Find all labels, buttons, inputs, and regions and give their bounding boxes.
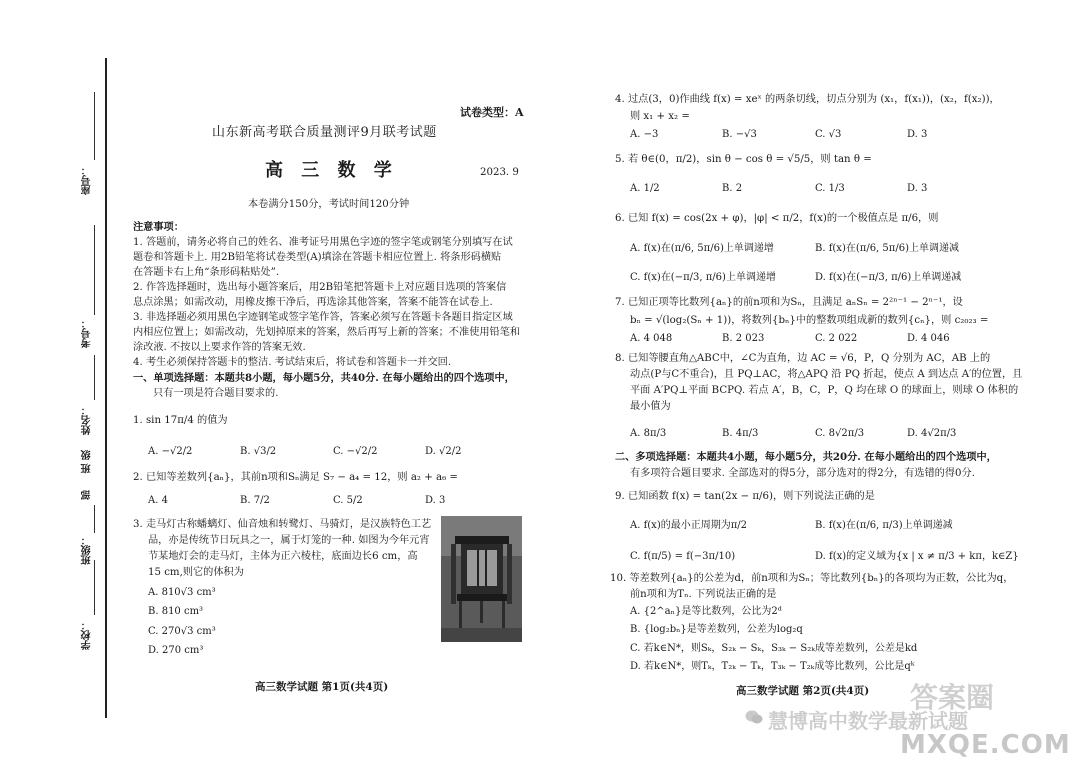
note-line: 1. 答题前，请务必将自己的姓名、准考证号用黑色字迹的签字笔或钢笔分别填写在试 [133, 237, 513, 248]
q2-option-d: D. 3 [425, 495, 446, 506]
footer-right: 高三数学试题 第2页(共4页) [736, 685, 870, 697]
note-line: 息点涂黑；如需改动，用橡皮擦干净后，再选涂其他答案，答案不能答在试卷上. [133, 297, 493, 308]
q7-option-d: D. 4 046 [907, 333, 950, 344]
name-underline [94, 355, 95, 400]
lantern-photo [441, 516, 522, 642]
q5-option-d: D. 3 [907, 183, 928, 194]
q10-option-b: B. {log₂bₙ}是等差数列，公差为log₂q [630, 624, 803, 635]
q3-line: 品，亦是传统节日玩具之一，属于灯笼的一种. 如图为今年元宵 [148, 535, 430, 546]
q4-option-d: D. 3 [907, 129, 928, 140]
name-label: 姓名： [82, 405, 93, 435]
q9-option-d: D. f(x)的定义域为{x | x ≠ π/3 + kπ，k∈Z} [815, 551, 1019, 562]
q3-line: 3. 走马灯古称蟠螭灯、仙音烛和转鹭灯、马骑灯，是汉族特色工艺 [133, 519, 432, 530]
watermark-brand: 慧博高中数学最新试题 [768, 709, 968, 733]
q9-stem: 9. 已知函数 f(x) = tan(2x − π/6)，则下列说法正确的是 [615, 491, 875, 502]
seat-label: 座号： [82, 165, 93, 195]
q4-option-b: B. −√3 [722, 129, 757, 140]
q9-option-c: C. f(π/5) = f(−3π/10) [630, 551, 736, 562]
q4-line: 则 x₁ + x₂ = [630, 111, 690, 122]
q5-option-a: A. 1/2 [630, 183, 660, 194]
q5-option-b: B. 2 [722, 183, 743, 194]
school-underline [94, 560, 95, 615]
q6-stem: 6. 已知 f(x) = cos(2x + φ)，|φ| < π/2，f(x)的一个极值点是 π/6，则 [615, 213, 939, 224]
seat-underline [94, 92, 95, 160]
q8-option-a: A. 8π/3 [630, 428, 667, 439]
footer-left: 高三数学试题 第1页(共4页) [255, 681, 389, 693]
q10-line: 10. 等差数列{aₙ}的公差为d，前n项和为Sₙ；等比数列{bₙ}的各项均为正数，公比为q， [610, 573, 1014, 584]
q3-option-d: D. 270 cm³ [148, 645, 204, 656]
q10-option-d: D. 若k∈N*，则Tₖ，T₂ₖ − Tₖ，T₃ₖ − T₂ₖ成等比数列，公比是qᵏ [630, 661, 915, 672]
q4-line: 4. 过点(3，0)作曲线 f(x) = xeˣ 的两条切线，切点分别为 (x₁，f(x₁))，(x₂，f(x₂))， [615, 94, 1000, 105]
section1-heading-cont: 只有一项是符合题目要求的. [153, 388, 279, 399]
class-label: 班级： [82, 535, 93, 565]
q7-option-b: B. 2 023 [722, 333, 765, 344]
q8-option-b: B. 4π/3 [722, 428, 759, 439]
q10-line: 前n项和为Tₙ. 下列说法正确的是 [630, 589, 777, 600]
q1-option-d: D. √2/2 [425, 446, 462, 457]
note-line: 4. 考生必须保持答题卡的整洁. 考试结束后，将试卷和答题卡一并交回. [133, 357, 452, 368]
note-line: 内相应位置上；如需改动，先划掉原来的答案，然后再写上新的答案；不准使用铅笔和 [133, 327, 521, 338]
binding-line [105, 58, 107, 718]
q3-option-c: C. 270√3 cm³ [148, 626, 216, 637]
note-line: 涂改液. 不按以上要求作答的答案无效. [133, 342, 306, 353]
q7-option-c: C. 2 022 [815, 333, 858, 344]
wechat-icon [745, 709, 763, 725]
subject-title: 高 三 数 学 [265, 160, 398, 181]
q8-line: 平面 A′PQ⊥平面 BCPQ. 若点 A′，B，C，P，Q 均在球 O 的球面上，则球 O 体积的 [630, 385, 1019, 396]
q4-option-a: A. −3 [630, 129, 659, 140]
q6-option-c: C. f(x)在(−π/3, π/6)上单调递增 [630, 272, 776, 283]
q3-option-a: A. 810√3 cm³ [148, 587, 216, 598]
q6-option-d: D. f(x)在(−π/3, π/6)上单调递减 [815, 272, 962, 283]
section1-heading: 一、单项选择题：本题共8小题，每小题5分，共40分. 在每小题给出的四个选项中， [133, 372, 515, 384]
score-time: 本卷满分150分，考试时间120分钟 [248, 199, 410, 210]
q8-line: 动点(P与C不重合)，且 PQ⊥AC，将△APQ 沿 PQ 折起，使点 A 到达点 A′的位置，且 [630, 369, 1023, 380]
q9-option-a: A. f(x)的最小正周期为π/2 [630, 520, 748, 531]
note-line: 2. 作答选择题时，选出每小题答案后，用2B铅笔把答题卡上对应题目选项的答案信 [133, 282, 507, 293]
q6-option-b: B. f(x)在(π/6, 5π/6)上单调递减 [815, 243, 959, 254]
q2-option-b: B. 7/2 [240, 495, 270, 506]
q10-option-a: A. {2^aₙ}是等比数列，公比为2ᵈ [630, 606, 782, 617]
exam-date: 2023. 9 [480, 167, 519, 178]
dept-label: 部 [82, 490, 93, 500]
q2-stem: 2. 已知等差数列{aₙ}，其前n项和Sₙ满足 S₇ − a₄ = 12，则 a₂ + a₆ = [133, 472, 458, 483]
q4-option-c: C. √3 [815, 129, 842, 140]
q7-option-a: A. 4 048 [630, 333, 673, 344]
q9-option-b: B. f(x)在(π/6, π/3)上单调递减 [815, 520, 953, 531]
paper-type: 试卷类型：A [460, 106, 524, 119]
q1-option-a: A. −√2/2 [148, 446, 193, 457]
class-line-label: 班 级 [82, 450, 93, 474]
exam-no-label: 考号： [82, 318, 93, 348]
watermark-logo: 答案圈 [910, 681, 995, 714]
note-line: 在答题卡右上角“条形码粘贴处”. [133, 267, 280, 278]
q2-option-c: C. 5/2 [333, 495, 363, 506]
q1-option-c: C. −√2/2 [333, 446, 378, 457]
q8-line: 最小值为 [630, 401, 671, 412]
school-label: 学校： [82, 620, 93, 650]
exam-title: 山东新高考联合质量测评9月联考试题 [212, 125, 437, 140]
note-line: 题卷和答题卡上. 用2B铅笔将试卷类型(A)填涂在答题卡相应位置上. 将条形码横贴 [133, 252, 502, 263]
watermark-site: MXQE.COM [900, 730, 1071, 760]
section2-heading: 二、多项选择题：本题共4小题，每小题5分，共20分. 在每小题给出的四个选项中， [615, 451, 997, 463]
q8-line: 8. 已知等腰直角△ABC中，∠C为直角，边 AC = √6，P，Q 分别为 AC，AB 上的 [615, 353, 991, 364]
notes-title: 注意事项： [133, 221, 184, 233]
q5-option-c: C. 1/3 [815, 183, 845, 194]
exam-no-underline [94, 225, 95, 315]
section2-heading-cont: 有多项符合题目要求. 全部选对的得5分，部分选对的得2分，有选错的得0分. [630, 468, 975, 479]
q3-line: 节某地灯会的走马灯，主体为正六棱柱，底面边长6 cm，高 [148, 551, 418, 562]
q2-option-a: A. 4 [148, 495, 168, 506]
q1-stem: 1. sin 17π/4 的值为 [133, 415, 228, 426]
q6-option-a: A. f(x)在(π/6, 5π/6)上单调递增 [630, 243, 774, 254]
q3-line: 15 cm,则它的体积为 [148, 567, 244, 578]
q5-stem: 5. 若 θ∈(0，π/2)，sin θ − cos θ = √5/5，则 tan θ = [615, 154, 872, 165]
note-line: 3. 非选择题必须用黑色字迹钢笔或签字笔作答，答案必须写在答题卡各题目指定区域 [133, 312, 513, 323]
q7-line: bₙ = √(log₂(Sₙ + 1))，将数列{bₙ}中的整数项组成新的数列{cₙ}，则 c₂₀₂₃ = [630, 315, 989, 326]
q8-option-c: C. 8√2π/3 [815, 428, 865, 439]
q8-option-d: D. 4√2π/3 [907, 428, 957, 439]
q3-option-b: B. 810 cm³ [148, 606, 204, 617]
q7-line: 7. 已知正项等比数列{aₙ}的前n项和为Sₙ，且满足 aₙSₙ = 2²ⁿ⁻¹ − 2ⁿ⁻¹，设 [615, 297, 963, 308]
q10-option-c: C. 若k∈N*，则Sₖ，S₂ₖ − Sₖ，S₃ₖ − S₂ₖ成等差数列，公差是kd [630, 643, 918, 654]
q1-option-b: B. √3/2 [240, 446, 277, 457]
class-underline [94, 505, 95, 533]
